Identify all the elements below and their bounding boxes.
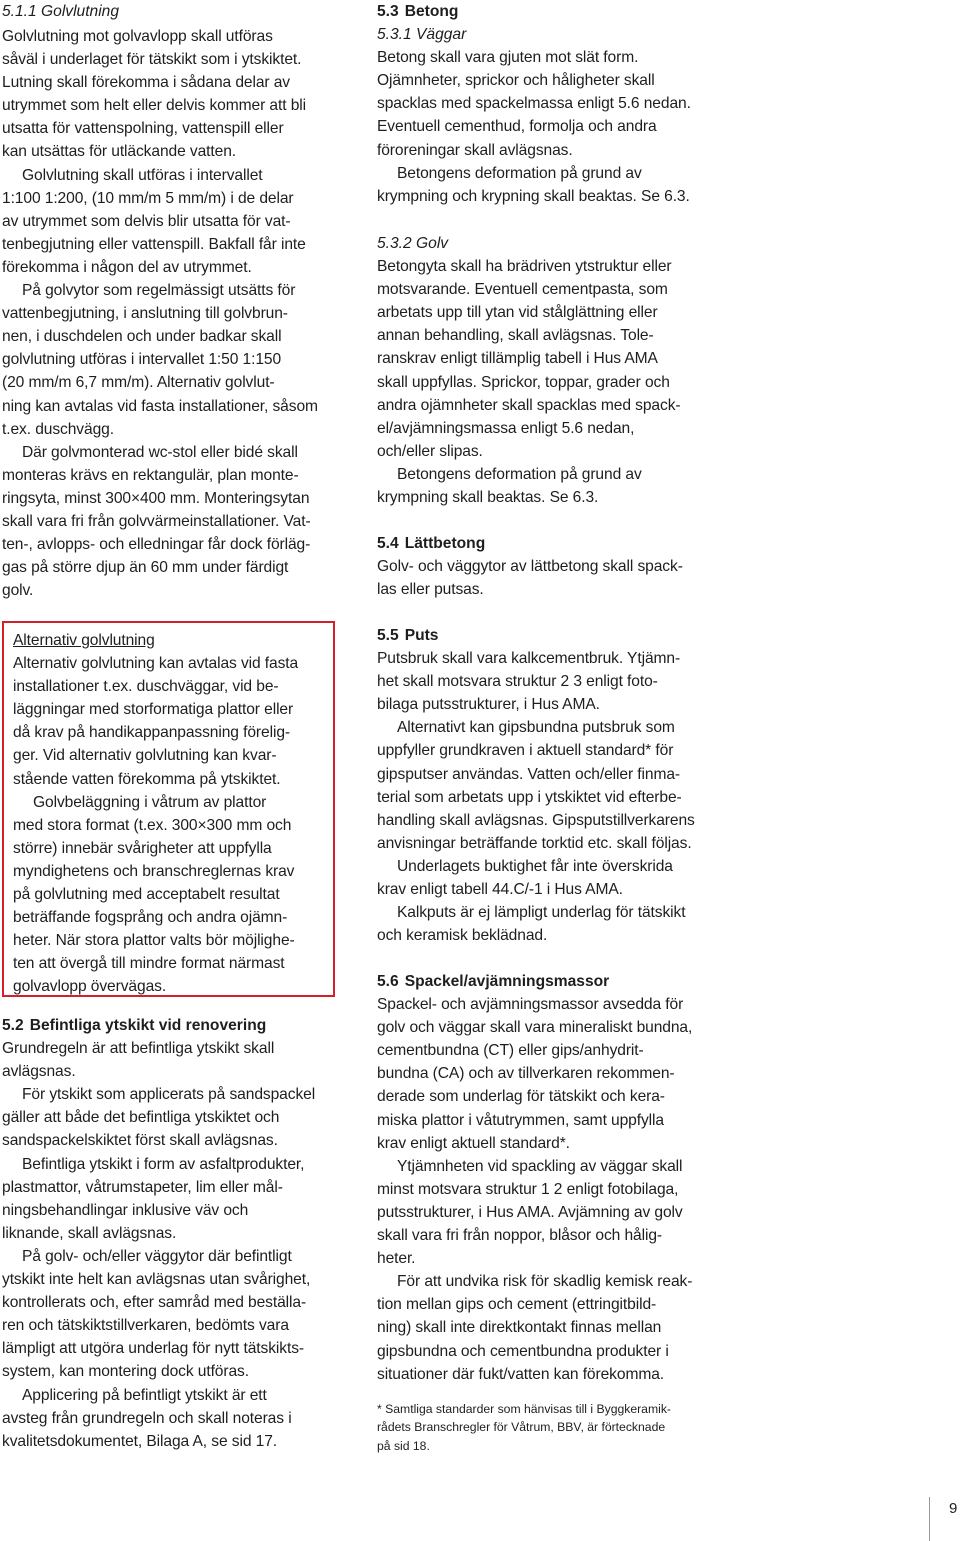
line: Alternativ golvlutning kan avtalas vid fasta [13,655,299,673]
line: avsteg från grundregeln och skall noteras i [2,1409,292,1427]
line: föroreningar skall avlägsnas. [377,141,573,159]
line: heter. När stora plattor valts bör möjlighe- [13,932,295,950]
section-5-3-heading [377,0,717,23]
line: Ytjämnheten vid spackling av väggar skall [397,1157,683,1175]
line: nen, i duschdelen och under badkar skall [2,328,282,346]
line: kan utsättas för utläckande vatten. [2,143,237,161]
section-title: Betong [404,3,459,20]
line: las eller putsas. [377,581,484,599]
line: lämpligt att utgöra underlag för nytt tätskikts- [2,1340,305,1358]
line: krympning skall beaktas. Se 6.3. [377,489,599,507]
line: Underlagets buktighet får inte överskrida [397,857,673,875]
line: monteras krävs en rektangulär, plan monte- [2,466,299,484]
line: På golv- och/eller väggytor där befintligt [22,1247,292,1265]
line: stående vatten förekomma på ytskiktet. [13,770,281,788]
line: installationer t.ex. duschväggar, vid be- [13,678,279,696]
line: Spackel- och avjämningsmassor avsedda för [377,996,684,1014]
line: golv. [2,582,34,600]
line: såväl i underlaget för tätskikt som i ytskiktet. [2,51,302,69]
line: Lutning skall förekomma i sådana delar av [2,74,291,92]
section-title: Spackel/avjämningsmassor [404,973,610,990]
line: system, kan montering dock utföras. [2,1363,249,1381]
line: bilaga putsstrukturer, i Hus AMA. [377,696,600,714]
line: motsvarande. Eventuell cementpasta, som [377,281,668,299]
line: Grundregeln är att befintliga ytskikt skall [2,1040,275,1058]
line: vattenbegjutning, i anslutning till golvbrun- [2,305,288,323]
line: skall vara fri från golvvärmeinstallationer. Vat- [2,512,311,530]
line: krav enligt tabell 44.C/-1 i Hus AMA. [377,881,623,899]
line: gäller att både det befintliga ytskiktet och [2,1109,280,1127]
section-5-3-2 [377,232,717,509]
line: större) innebär svårigheter att uppfylla [13,839,272,857]
line: gipsputser användas. Vatten och/eller finma- [377,765,681,783]
line: gipsbundna och cementbundna produkter i [377,1342,669,1360]
line: skall uppfyllas. Sprickor, toppar, grader och [377,373,670,391]
line: beträffande fogsprång och andra ojämn- [13,909,288,927]
line: Golvbeläggning i våtrum av plattor [33,793,267,811]
line: ning) skall inte direktkontakt finnas mellan [377,1319,662,1337]
section-number: 5.2 [2,1017,24,1034]
section-5-1-1-heading: 5.1.1 Golvlutning [2,3,120,20]
line: krympning och krypning skall beaktas. Se 6.3. [377,187,690,205]
line: het skall motsvara struktur 2 3 enligt foto- [377,673,658,691]
line: t.ex. duschvägg. [2,420,114,438]
box-title: Alternativ golvlutning [13,632,155,649]
line: ren och tätskiktstillverkaren, bedömts vara [2,1317,289,1335]
line: myndighetens och branschreglernas krav [13,862,295,880]
line: Betong skall vara gjuten mot slät form. [377,49,639,67]
section-title: Puts [404,627,439,644]
footnote-line: på sid 18. [377,1438,430,1453]
section-title: Lättbetong [404,535,486,552]
section-number: 5.4 [377,535,399,552]
line: Ojämnheter, sprickor och håligheter skall [377,72,655,90]
line: spacklas med spackelmassa enligt 5.6 nedan. [377,95,691,113]
line: tenbegjutning eller vattenspill. Bakfall får inte [2,235,306,253]
page-number: 9 [949,1500,958,1517]
line: cementbundna (CT) eller gips/anhydrit- [377,1042,644,1060]
line: ranskrav enligt tillämplig tabell i Hus AMA [377,350,658,368]
line: på golvlutning med acceptabelt resultat [13,886,280,904]
line: golv och väggar skall vara mineraliskt bundna, [377,1019,693,1037]
line: avlägsnas. [2,1063,76,1081]
footnote [377,1400,717,1455]
section-5-1-1-body [2,25,338,602]
footnote-line: * Samtliga standarder som hänvisas till i Byggkeramik- [377,1402,671,1416]
section-number: 5.3 [377,3,399,20]
line: ningsbehandlingar inklusive väv och [2,1201,249,1219]
line: miska plattor i våtutrymmen, samt uppfylla [377,1111,664,1129]
line: uppfyller grundkraven i aktuell standard* för [377,742,674,760]
line: situationer där fukt/vatten kan förekomma. [377,1365,665,1383]
line: heter. [377,1250,416,1268]
line: tion mellan gips och cement (ettringitbild- [377,1296,657,1314]
line: 1:100 1:200, (10 mm/m 5 mm/m) i de delar [2,189,294,207]
line: Där golvmonterad wc-stol eller bidé skall [22,443,298,461]
section-5-4 [377,532,717,601]
line: skall vara fri från noppor, blåsor och hålig- [377,1227,662,1245]
line: golvlutning utföras i intervallet 1:50 1:150 [2,351,282,369]
line: krav enligt aktuell standard*. [377,1134,570,1152]
line: putsstrukturer, i Hus AMA. Avjämning av golv [377,1203,683,1221]
line: ger. Vid alternativ golvlutning kan kvar- [13,747,277,765]
line: då krav på handikappanpassning förelig- [13,724,290,742]
line: (20 mm/m 6,7 mm/m). Alternativ golvlut- [2,374,275,392]
section-5-3-2-heading: 5.3.2 Golv [377,235,449,252]
page-number-divider [929,1497,930,1541]
line: och keramisk beklädnad. [377,927,548,945]
line: plastmattor, våtrumstapeter, lim eller mål- [2,1178,283,1196]
line: ning kan avtalas vid fasta installationer, såsom [2,397,318,415]
footnote-line: rådets Branschregler för Våtrum, BBV, är förtecknade [377,1420,666,1435]
line: bundna (CA) och av tillverkaren rekommen- [377,1065,675,1083]
line: annan behandling, skall avlägsnas. Tole- [377,327,654,345]
line: utrymmet som helt eller delvis kommer att bli [2,97,306,115]
section-5-2-heading [2,1014,338,1037]
line: Alternativt kan gipsbundna putsbruk som [397,719,675,737]
section-5-2 [2,1014,338,1453]
line: ringsyta, minst 300×400 mm. Monteringsytan [2,489,310,507]
line: ten att övergå till mindre format närmast [13,955,285,973]
line: För att undvika risk för skadlig kemisk reak- [397,1273,693,1291]
line: Golvlutning mot golvavlopp skall utföras [2,28,273,45]
section-number: 5.6 [377,973,399,990]
line: el/avjämningsmassa enligt 5.6 nedan, [377,419,635,437]
section-5-3 [377,0,717,208]
line: För ytskikt som applicerats på sandspackel [22,1086,316,1104]
line: derade som underlag för tätskikt och kera- [377,1088,665,1106]
line: handling skall avlägsnas. Gipsputstillverkarens [377,811,695,829]
section-5-3-1-heading: 5.3.1 Väggar [377,26,467,44]
section-title: Befintliga ytskikt vid renovering [29,1017,267,1034]
line: läggningar med storformatiga plattor eller [13,701,294,719]
line: och/eller slipas. [377,442,483,460]
line: andra ojämnheter skall spacklas med spack- [377,396,681,414]
line: sandspackelskiktet först skall avlägsnas. [2,1132,278,1150]
section-5-4-heading [377,532,717,555]
line: kontrollerats och, efter samråd med beställa- [2,1294,307,1312]
line: gas på större djup än 60 mm under färdigt [2,559,289,577]
line: terial som arbetats upp i ytskiktet vid efterbe- [377,788,682,806]
line: ten-, avlopps- och elledningar får dock förläg- [2,536,311,554]
section-5-5 [377,624,717,947]
line: Kalkputs är ej lämpligt underlag för tätskikt [397,904,686,922]
line: Applicering på befintligt ytskikt är ett [22,1386,267,1404]
line: Putsbruk skall vara kalkcementbruk. Ytjämn- [377,650,681,668]
line: minst motsvara struktur 1 2 enligt fotobilaga, [377,1180,679,1198]
line: ytskikt inte helt kan avlägsnas utan svårighet, [2,1271,311,1289]
line: av utrymmet som delvis blir utsatta för vat- [2,212,291,230]
line: Golv- och väggytor av lättbetong skall spack- [377,558,683,576]
line: På golvytor som regelmässigt utsätts för [22,282,296,300]
line: Betongens deformation på grund av [397,164,642,182]
line: anvisningar beträffande torktid etc. skall följas. [377,834,692,852]
line: Betongyta skall ha brädriven ytstruktur eller [377,258,672,276]
alternative-floor-slope-box [2,621,335,997]
line: Eventuell cementhud, formolja och andra [377,118,657,136]
section-5-5-heading [377,624,717,647]
line: kvalitetsdokumentet, Bilaga A, se sid 17. [2,1432,278,1450]
section-number: 5.5 [377,627,399,644]
line: Betongens deformation på grund av [397,465,642,483]
line: med stora format (t.ex. 300×300 mm och [13,816,292,834]
section-5-6 [377,970,717,1386]
line: Golvlutning skall utföras i intervallet [22,166,263,184]
line: golvavlopp övervägas. [13,978,167,996]
line: förekomma i någon del av utrymmet. [2,258,252,276]
line: liknande, skall avlägsnas. [2,1224,177,1242]
line: arbetats upp till ytan vid stålglättning eller [377,304,658,322]
line: utsatta för vattenspolning, vattenspill eller [2,120,284,138]
line: Befintliga ytskikt i form av asfaltprodukter, [22,1155,305,1173]
section-5-6-heading [377,970,717,993]
